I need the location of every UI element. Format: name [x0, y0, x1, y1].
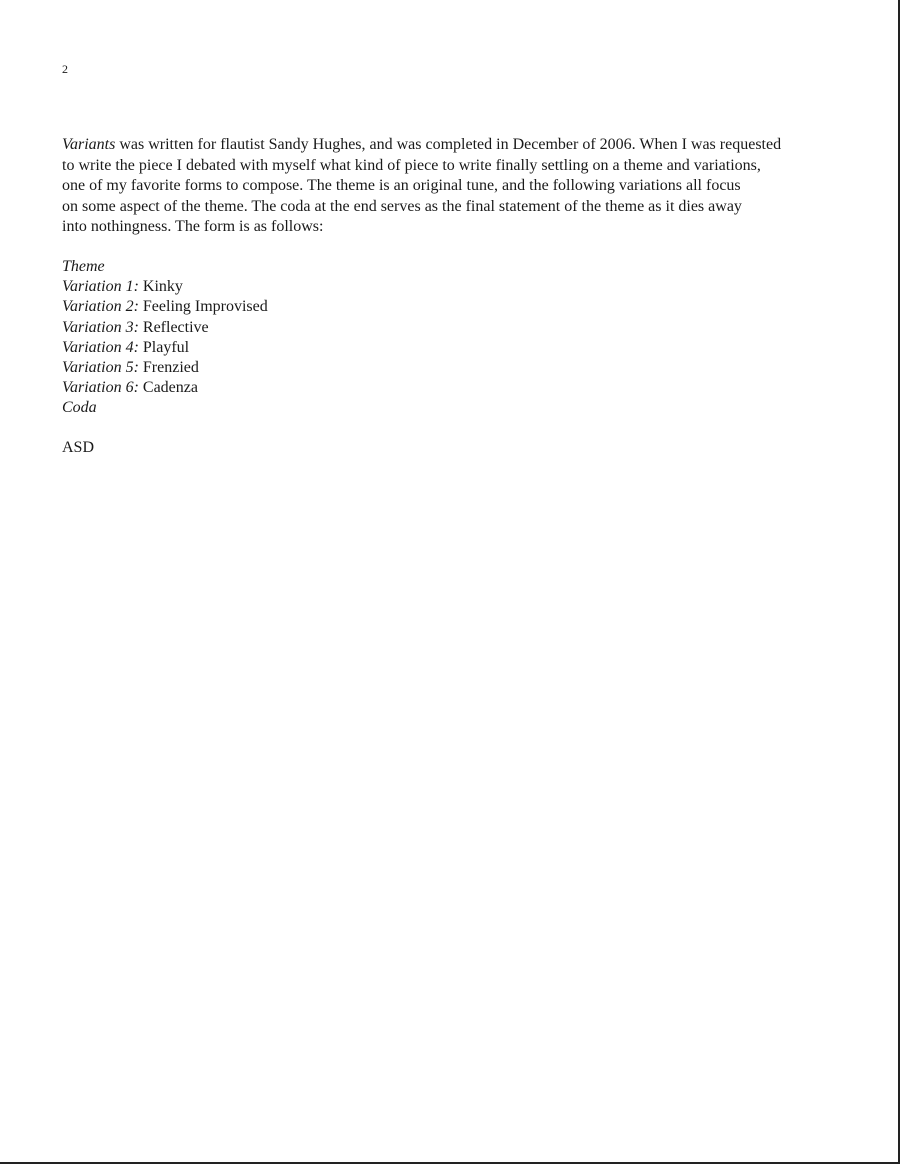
- intro-paragraph: [62, 135, 862, 238]
- form-theme-label: Theme: [62, 258, 105, 275]
- variation-label: Variation 2:: [62, 298, 139, 316]
- form-variation-6: [62, 378, 268, 398]
- variation-name: Frenzied: [138, 359, 199, 377]
- variation-label: Variation 5:: [62, 359, 139, 377]
- form-variation-4: [62, 338, 268, 358]
- form-variation-3: [62, 318, 268, 338]
- variation-label: Variation 3:: [62, 318, 139, 336]
- form-coda-label: Coda: [62, 399, 97, 417]
- form-coda: [62, 398, 268, 418]
- page-number: 2: [62, 62, 68, 76]
- author-initials: ASD: [62, 439, 95, 456]
- intro-line-5: into nothingness. The form is as follows:: [62, 218, 324, 235]
- intro-line-2: to write the piece I debated with myself what kind of piece to write finally settling on a theme and variations,: [62, 156, 761, 174]
- intro-line-1: [62, 135, 862, 156]
- variation-label: Variation 6:: [62, 379, 139, 397]
- form-outline: [62, 257, 268, 419]
- intro-line-4: on some aspect of the theme. The coda at the end serves as the final statement of the theme as it dies away: [62, 197, 742, 215]
- variation-name: Kinky: [138, 278, 183, 296]
- variation-name: Feeling Improvised: [138, 298, 268, 316]
- variation-name: Cadenza: [138, 379, 198, 397]
- intro-line-3: one of my favorite forms to compose. The theme is an original tune, and the following variations all focus: [62, 177, 741, 194]
- variation-name: Playful: [138, 338, 190, 356]
- variation-name: Reflective: [138, 318, 209, 336]
- intro-line-1-text: was written for flautist Sandy Hughes, and was completed in December of 2006. When I was requested: [115, 136, 782, 153]
- work-title: Variants: [62, 136, 116, 153]
- form-variation-2: [62, 297, 268, 317]
- form-variation-5: [62, 358, 268, 378]
- form-variation-1: [62, 277, 268, 297]
- form-theme: [62, 257, 268, 277]
- variation-label: Variation 1:: [62, 278, 139, 296]
- variation-label: Variation 4:: [62, 338, 139, 356]
